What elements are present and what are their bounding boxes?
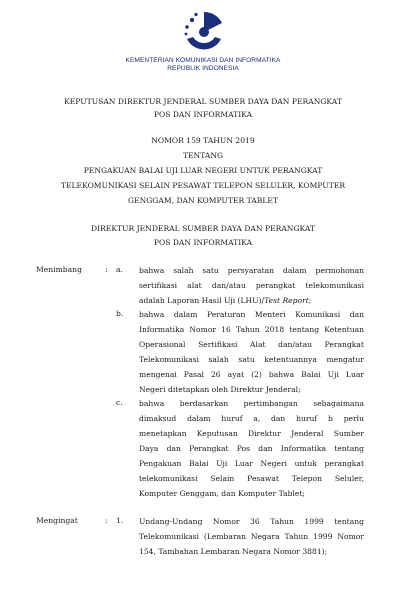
item-line: bahwa dalam Peraturan Menteri Komunikasi dan — [139, 310, 364, 319]
signatory-line2: POS DAN INFORMATIKA — [153, 238, 253, 247]
item-marker: c. — [116, 398, 123, 407]
item-line: Informatika Nomor 16 Tahun 2018 tentang Ketentuan — [139, 325, 364, 334]
menimbang-colon: : — [105, 265, 108, 274]
item-line: Pengakuan Balai Uji Luar Negeri untuk perangkat — [139, 459, 364, 468]
item-marker: 1. — [116, 516, 124, 525]
item-line: menetapkan Keputusan Direktur Jenderal Sumber — [139, 429, 364, 438]
menimbang-label: Menimbang — [36, 265, 82, 274]
item-line-with-italic: adalah Laporan Hasil Uji (LHU)/Test Report; — [139, 296, 312, 305]
item-line: Operasional Sertifikasi Alat dan/atau Perangkat — [139, 340, 364, 349]
item-line: Negeri ditetapkan oleh Direktur Jenderal; — [139, 385, 301, 394]
decree-title-line1: KEPUTUSAN DIREKTUR JENDERAL SUMBER DAYA DAN PERANGKAT — [64, 97, 342, 106]
mengingat-label: Mengingat — [36, 516, 78, 525]
decree-number: NOMOR 159 TAHUN 2019 — [151, 136, 255, 145]
item-line: Telekomunikasi salah satu ketentuannya mengatur — [139, 355, 364, 364]
ministry-name: KEMENTERIAN KOMUNIKASI DAN INFORMATIKA — [125, 57, 281, 64]
item-line: bahwa berdasarkan pertimbangan sebagaimana — [139, 399, 364, 408]
mengingat-colon: : — [105, 516, 108, 525]
item-line: Telekomunikasi (Lembaran Negara Tahun 1999 Nomor — [139, 532, 364, 541]
item-line: sertifikasi alat dan/atau perangkat telekomunikasi — [139, 281, 364, 290]
item-marker: b. — [116, 309, 124, 318]
country-name: REPUBLIK INDONESIA — [167, 65, 239, 72]
decree-subject-line2: TELEKOMUNIKASI SELAIN PESAWAT TELEPON SELULER, KOMPUTER — [60, 181, 346, 190]
decree-title-line2: POS DAN INFORMATIKA — [153, 110, 253, 119]
item-line: telekomunikasi Selain Pesawat Telepon Seluler, — [139, 474, 364, 483]
item-line: mengenai Pasal 26 ayat (2) bahwa Balai Uji Luar — [139, 370, 364, 379]
item-line: dimaksud dalam huruf a, dan huruf b perlu — [139, 414, 364, 423]
item-line: Undang-Undang Nomor 36 Tahun 1999 tentang — [139, 517, 364, 526]
decree-subject-line3: GENGGAM, DAN KOMPUTER TABLET — [127, 196, 279, 205]
item-marker: a. — [116, 265, 123, 274]
item-line: Komputer Genggam, dan Komputer Tablet; — [139, 489, 305, 498]
item-line: bahwa salah satu persyaratan dalam permohonan — [139, 266, 364, 275]
item-line: Daya dan Perangkat Pos dan Informatika tentang — [139, 444, 364, 453]
signatory-line1: DIREKTUR JENDERAL SUMBER DAYA DAN PERANGKAT — [90, 224, 316, 233]
item-line: 154, Tambahan Lembaran Negara Nomor 3881); — [139, 547, 328, 556]
about-label: TENTANG — [182, 151, 224, 160]
kominfo-logo-icon — [181, 9, 227, 55]
decree-subject-line1: PENGAKUAN BALAI UJI LUAR NEGERI UNTUK PERANGKAT — [83, 166, 323, 175]
italic-term: Test Report — [264, 296, 309, 305]
